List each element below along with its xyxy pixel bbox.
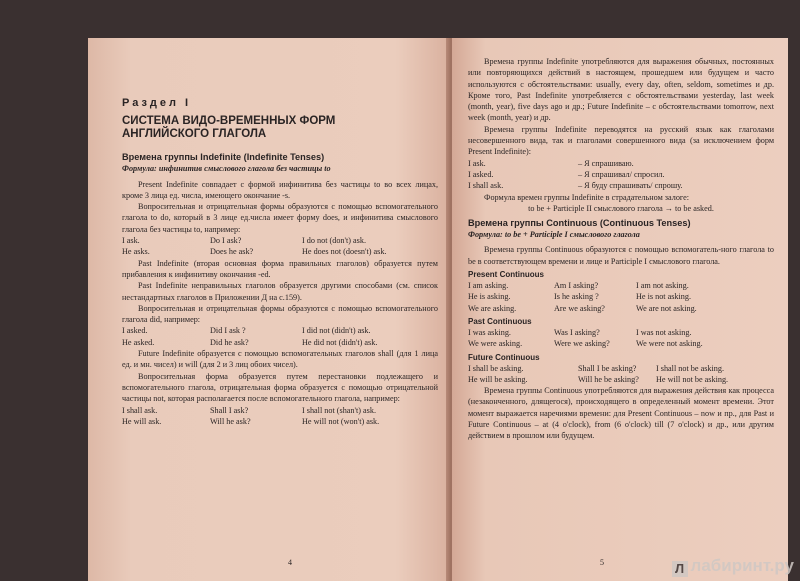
example-cell: I shall be asking.: [468, 363, 524, 373]
continuous-heading: Времена группы Continuous (Continuous Tenses): [468, 218, 691, 229]
example-cell: Is he asking ?: [554, 292, 599, 302]
example-row: [122, 235, 438, 246]
example-cell: I did not (didn't) ask.: [302, 326, 371, 336]
example-table-future: [122, 405, 438, 428]
example-cell: I ask.: [122, 236, 140, 246]
example-row: [468, 280, 774, 291]
paragraph: Past Indefinite (вторая основная форма правильных глаголов) образуется путем прибавления к инфинитиву окончания -ed.: [122, 258, 438, 279]
example-row: [122, 325, 438, 336]
paragraph: Future Indefinite образуется с помощью вспомогательных глаголов shall (для 1 лица ед. и мн. чисел) и will (для 2 и 3 лиц обоих чисел).: [122, 349, 438, 370]
example-row: [468, 327, 774, 338]
example-row: [122, 416, 438, 427]
example-row: [468, 180, 774, 191]
paragraph: Вопросительная и отрицательная формы образуются с помощью вспомогательного глагола to do, который в 3 лице ед.числа имеет форму does, и инфинитива смыслового глагола без частицы to, например:: [122, 202, 438, 234]
chapter-title-line2: АНГЛИЙСКОГО ГЛАГОЛА: [122, 128, 267, 141]
example-cell: I am not asking.: [636, 281, 689, 291]
example-row: [468, 338, 774, 349]
example-row: [468, 291, 774, 302]
example-cell: Are we asking?: [554, 303, 605, 313]
right-page-content: [468, 56, 774, 442]
example-cell: I am asking.: [468, 281, 509, 291]
paragraph: Вопросительная и отрицательная формы образуются с помощью вспомогательного глагола did, например:: [122, 303, 438, 325]
example-cell: He is asking.: [468, 292, 511, 302]
example-cell: He is not asking.: [636, 292, 692, 302]
example-table-past: [122, 325, 438, 348]
example-row: [122, 337, 438, 348]
chapter-title-line1: СИСТЕМА ВИДО-ВРЕМЕННЫХ ФОРМ: [122, 115, 336, 128]
indefinite-formula: Формула: инфинитив смыслового глагола без частицы to: [122, 164, 331, 174]
example-cell: I shall not (shan't) ask.: [302, 405, 377, 415]
example-cell: Will he be asking?: [578, 374, 639, 384]
example-cell: He will be asking.: [468, 374, 528, 384]
paragraph: Времена группы Continuous употребляются для выражения действия как процесса (незаконченного, длящегося), происходящего в определенный момент времени. Этот момент выражается наречиями времени: для Present Continuous – now и пр., для Past и Future Continuous – at (4 o'clock), from (6 o'clock) till (7 o'clock) и др., или другим действием в прошлом или будущем.: [468, 386, 774, 441]
paragraph: Present Indefinite совпадает с формой инфинитива без частицы to во всех лицах, кроме 3 лица ед. числа, имеющего окончание -s.: [122, 179, 438, 200]
example-cell: We were asking.: [468, 339, 523, 349]
example-cell: Did I ask ?: [210, 326, 246, 336]
example-cell: – Я спрашивал/ спросил.: [578, 169, 665, 179]
example-row: [122, 405, 438, 416]
example-cell: – Я спрашиваю.: [578, 158, 634, 168]
paragraph: Времена группы Indefinite переводятся на русский язык как глаголами несовершенного вида, так и глаголами совершенного вида (за исключением форм Present Indefinite):: [468, 124, 774, 157]
example-cell: He will ask.: [122, 416, 162, 426]
example-cell: We are asking.: [468, 303, 517, 313]
continuous-formula: Формула: to be + Participle I смыслового глагола: [468, 230, 640, 240]
example-cell: Will he ask?: [210, 416, 251, 426]
example-table-present-continuous: [468, 280, 774, 314]
example-cell: Shall I be asking?: [578, 363, 637, 373]
example-cell: I was asking.: [468, 327, 511, 337]
section-label: Раздел I: [122, 97, 192, 109]
example-cell: I shall ask.: [468, 181, 504, 191]
example-cell: Did he ask?: [210, 337, 249, 347]
example-cell: I asked.: [468, 169, 494, 179]
example-cell: I do not (don't) ask.: [302, 236, 367, 246]
example-cell: Were we asking?: [554, 339, 610, 349]
subheading-present-continuous: Present Continuous: [468, 270, 545, 280]
translation-table: [468, 158, 774, 192]
example-cell: – Я буду спрашивать/ спрошу.: [578, 181, 683, 191]
subheading-future-continuous: Future Continuous: [468, 352, 540, 362]
example-table-past-continuous: [468, 327, 774, 350]
left-page: [88, 38, 450, 581]
example-cell: Shall I ask?: [210, 405, 249, 415]
example-cell: Do I ask?: [210, 236, 242, 246]
paragraph: Времена группы Continuous образуются с помощью вспомогатель-ного глагола to be в соответствующем времени и лице и Participle I смыслового глагола.: [468, 245, 774, 266]
example-cell: We are not asking.: [636, 303, 697, 313]
example-cell: Am I asking?: [554, 281, 599, 291]
example-cell: He asked.: [122, 337, 155, 347]
watermark-logo-icon: Л: [672, 561, 688, 577]
example-row: [468, 374, 774, 385]
left-page-content: [122, 98, 438, 427]
page-number: 5: [600, 558, 604, 567]
paragraph: Вопросительная форма образуется путем перестановки подлежащего и вспомогательного глагола, отрицательная форма образуется с помощью отрицательной частицы not, которая располагается после вспомогательного глагола, например:: [122, 371, 438, 404]
paragraph: Формула времен группы Indefinite в страдательном залоге:: [484, 192, 690, 202]
indefinite-heading: Времена группы Indefinite (Indefinite Tenses): [122, 152, 325, 163]
example-row: [468, 363, 774, 374]
example-cell: He did not (didn't) ask.: [302, 337, 378, 347]
passive-formula: to be + Participle II смыслового глагола → to be asked.: [528, 203, 714, 213]
chapter-title: [122, 115, 438, 141]
example-table-future-continuous: [468, 363, 774, 386]
book-spread: [70, 38, 790, 581]
example-table-present: [122, 235, 438, 258]
example-cell: I was not asking.: [636, 327, 692, 337]
watermark-text: лабиринт.ру: [690, 556, 794, 575]
example-cell: Does he ask?: [210, 247, 254, 257]
example-cell: I ask.: [468, 158, 486, 168]
example-cell: He does not (doesn't) ask.: [302, 247, 387, 257]
example-cell: He asks.: [122, 247, 150, 257]
example-cell: I shall ask.: [122, 405, 158, 415]
example-cell: I shall not be asking.: [656, 363, 724, 373]
example-cell: He will not be asking.: [656, 374, 729, 384]
example-row: [122, 246, 438, 257]
example-row: [468, 169, 774, 180]
example-cell: Was I asking?: [554, 327, 600, 337]
right-page: [452, 38, 788, 581]
example-cell: He will not (won't) ask.: [302, 416, 380, 426]
example-cell: We were not asking.: [636, 339, 703, 349]
subheading-past-continuous: Past Continuous: [468, 316, 532, 326]
paragraph: Past Indefinite неправильных глаголов образуется другими способами (см. список нестандартных глаголов в Приложении Д на с.159).: [122, 281, 438, 302]
watermark: [672, 556, 794, 577]
page-number: 4: [288, 558, 292, 567]
example-cell: I asked.: [122, 326, 148, 336]
example-row: [468, 158, 774, 169]
example-row: [468, 303, 774, 314]
paragraph: Времена группы Indefinite употребляются для выражения обычных, постоянных или повторяющихся действий в настоящем, прошедшем или будущем и часто используются с обстоятельствами: usually, every day, often, seldom, sometimes и др. Кроме того, Past Indefinite употребляется с обстоятельствами yesterday, last week (month, year), five days ago и др.; Future Indefinite – с обстоятельствами tomorrow, next week (month, year) и др.: [468, 57, 774, 123]
